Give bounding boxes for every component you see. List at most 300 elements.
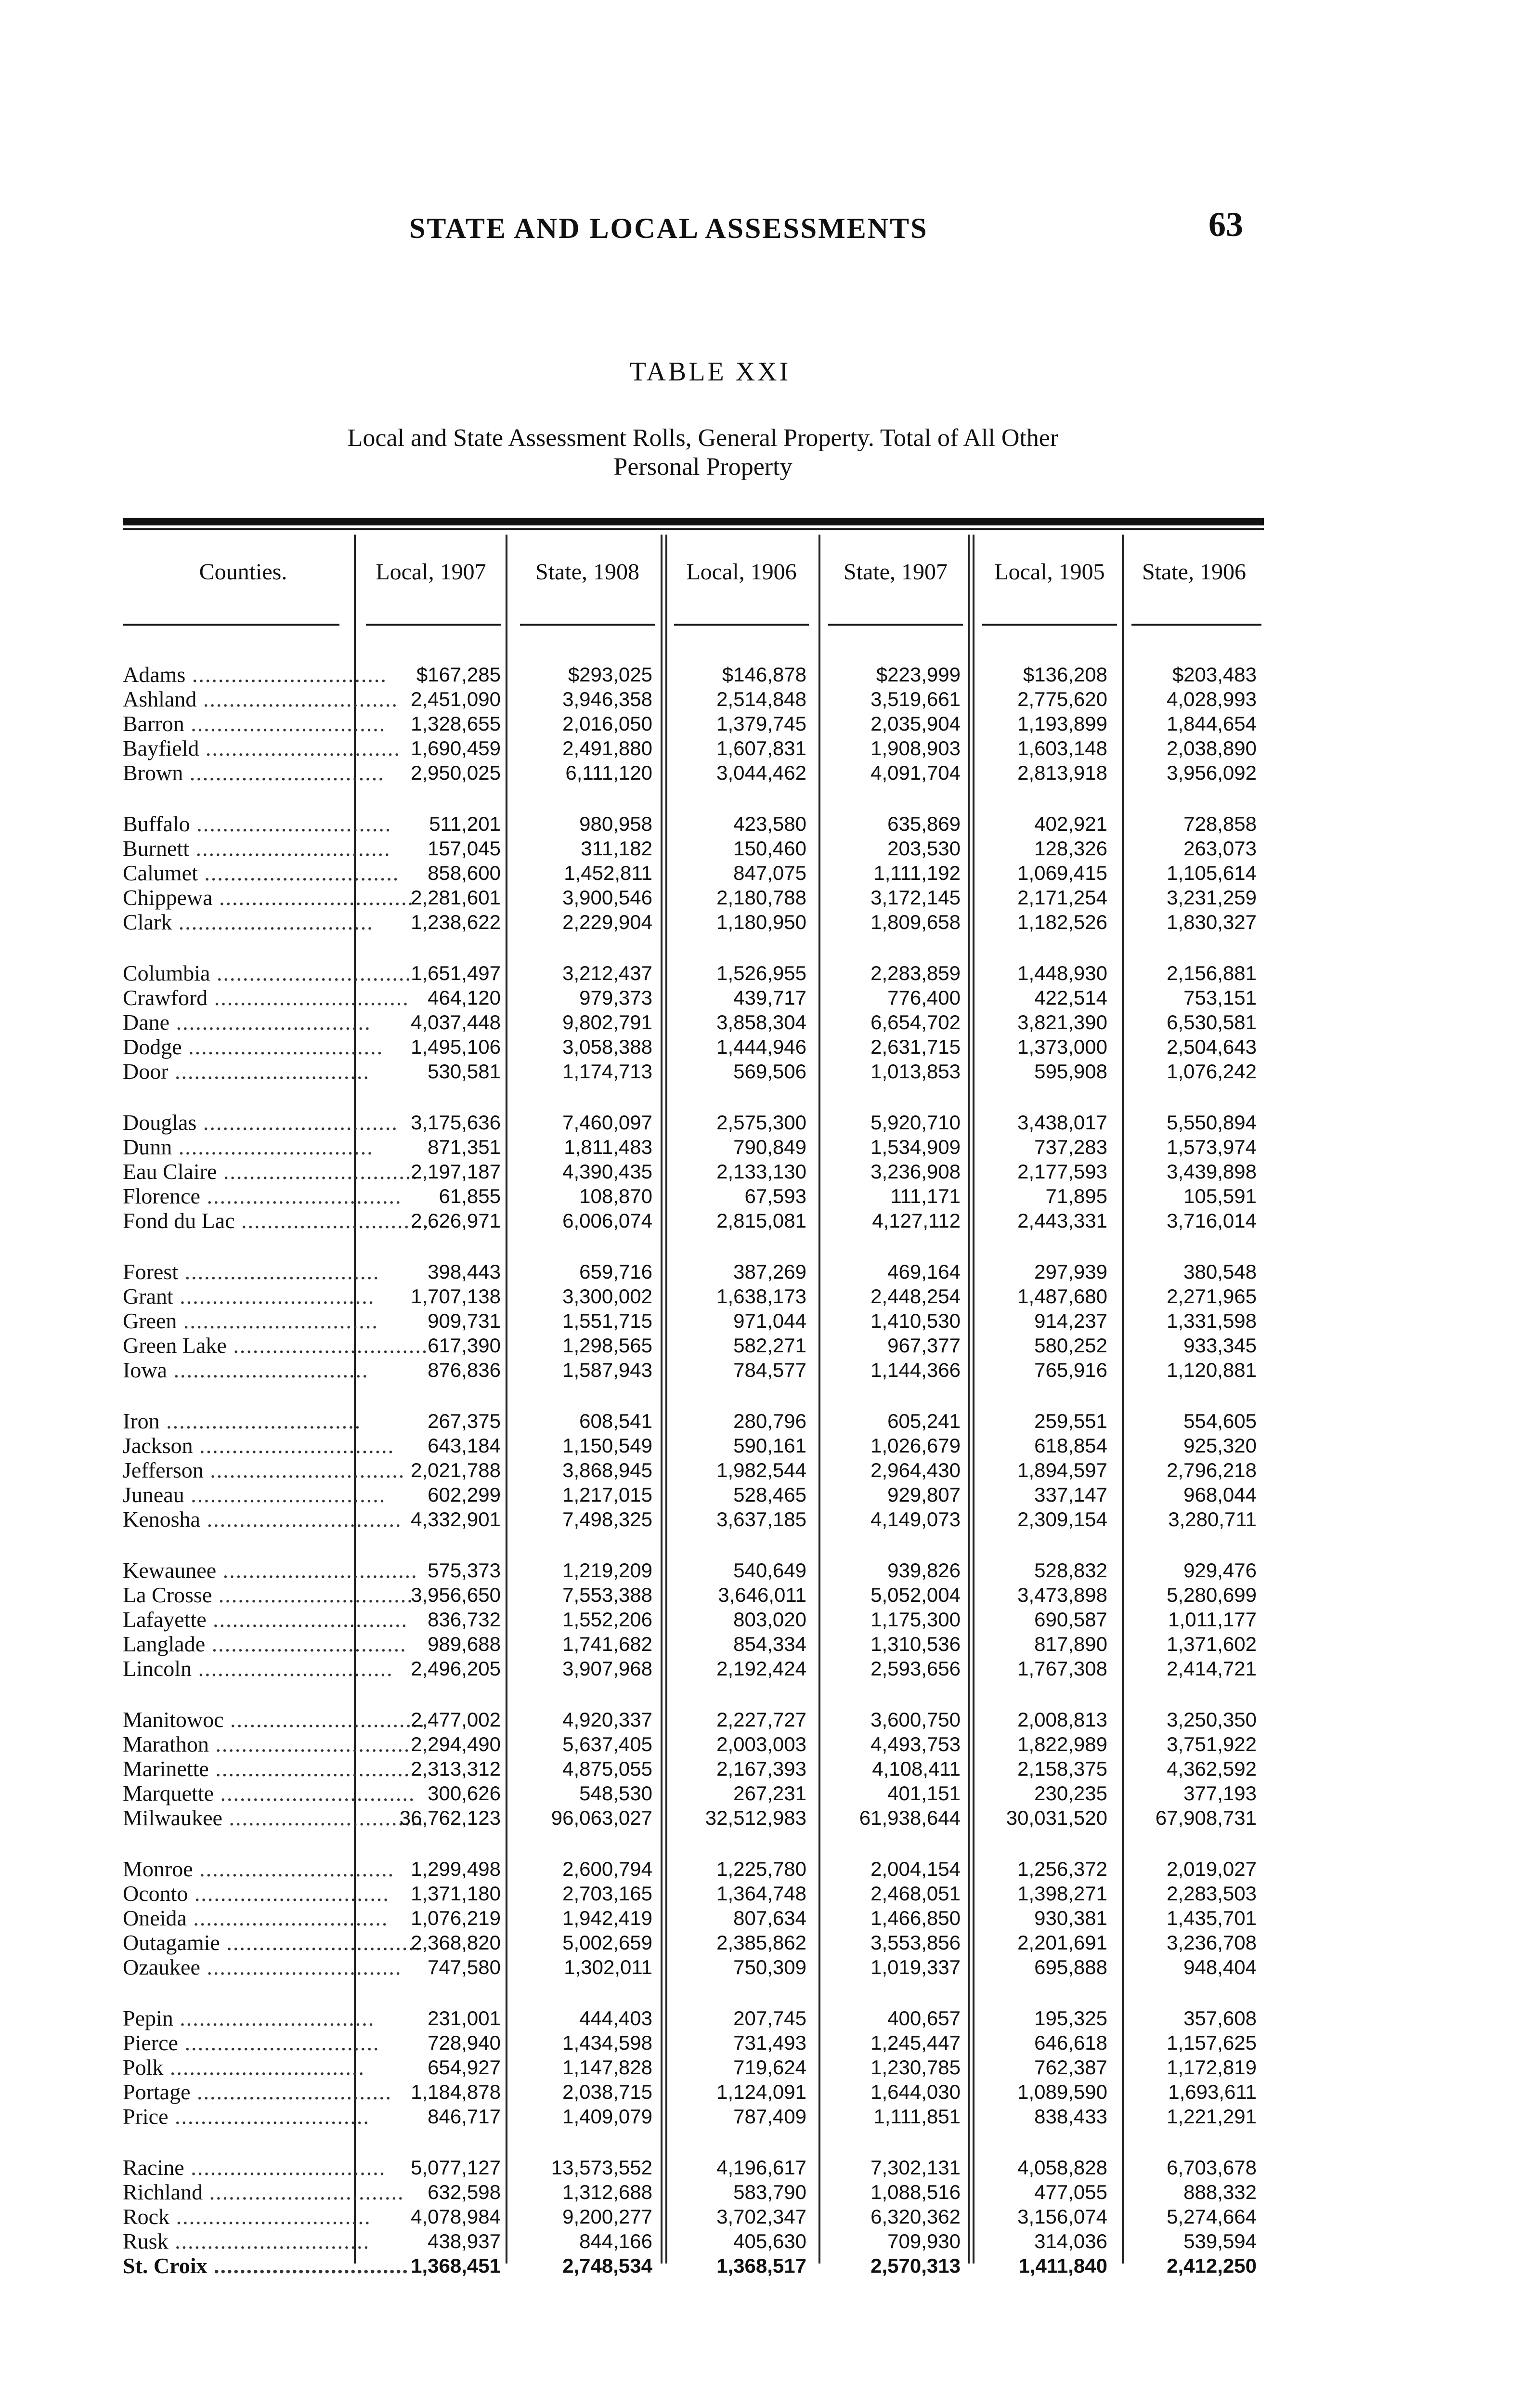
value-cell: 2,451,090 bbox=[411, 688, 501, 710]
value-cell: 4,875,055 bbox=[562, 1757, 652, 1780]
table-row bbox=[0, 1955, 1533, 1979]
value-cell: 5,280,699 bbox=[1167, 1584, 1257, 1606]
value-cell: 7,498,325 bbox=[562, 1508, 652, 1531]
value-cell: 803,020 bbox=[733, 1608, 806, 1631]
value-cell: 1,230,785 bbox=[870, 2056, 961, 2079]
county-name-cell bbox=[123, 1184, 402, 1208]
value-cell: 2,021,788 bbox=[411, 1459, 501, 1481]
value-cell: 583,790 bbox=[733, 2181, 806, 2203]
assessment-table-body bbox=[0, 662, 1533, 2304]
county-name-cell bbox=[123, 1707, 426, 1732]
value-cell: 528,832 bbox=[1034, 1559, 1107, 1582]
county-name: Oconto bbox=[123, 1881, 188, 1906]
county-name: Price bbox=[123, 2104, 169, 2129]
table-row bbox=[0, 1756, 1533, 1781]
value-cell: 844,166 bbox=[579, 2230, 652, 2252]
county-name-cell bbox=[123, 885, 415, 910]
value-cell: 1,409,079 bbox=[562, 2105, 652, 2128]
value-cell: 1,217,015 bbox=[562, 1483, 652, 1506]
leader-dots: .............................. bbox=[184, 1482, 386, 1507]
leader-dots: .............................. bbox=[167, 1358, 369, 1382]
value-cell: 1,373,000 bbox=[1017, 1035, 1107, 1058]
county-group bbox=[0, 1110, 1533, 1233]
header-underline bbox=[520, 624, 655, 626]
table-row bbox=[0, 1259, 1533, 1284]
value-cell: 4,091,704 bbox=[870, 761, 961, 784]
value-cell: 2,815,081 bbox=[716, 1209, 806, 1232]
column-header-local-1906: Local, 1906 bbox=[686, 559, 797, 585]
county-name: Pepin bbox=[123, 2006, 173, 2030]
value-cell: 1,942,419 bbox=[562, 1907, 652, 1929]
table-row bbox=[0, 910, 1533, 934]
value-cell: 1,299,498 bbox=[411, 1858, 501, 1880]
county-name-cell bbox=[123, 687, 398, 711]
county-name-cell bbox=[123, 711, 386, 736]
county-name-cell bbox=[123, 1433, 395, 1458]
leader-dots: .............................. bbox=[193, 1433, 395, 1458]
value-cell: 6,654,702 bbox=[870, 1011, 961, 1034]
county-name-cell bbox=[123, 2030, 380, 2055]
value-cell: 728,940 bbox=[428, 2031, 501, 2054]
value-cell: 1,368,517 bbox=[716, 2254, 806, 2277]
value-cell: 203,530 bbox=[887, 837, 961, 860]
value-cell: 2,368,820 bbox=[411, 1931, 501, 1954]
value-cell: 2,133,130 bbox=[716, 1160, 806, 1183]
value-cell: 2,631,715 bbox=[870, 1035, 961, 1058]
value-cell: 4,390,435 bbox=[562, 1160, 652, 1183]
value-cell: 925,320 bbox=[1183, 1434, 1257, 1457]
county-name-cell bbox=[123, 2204, 371, 2229]
value-cell: 1,410,530 bbox=[870, 1309, 961, 1332]
value-cell: 1,256,372 bbox=[1017, 1858, 1107, 1880]
value-cell: 398,443 bbox=[428, 1260, 501, 1283]
value-cell: 61,855 bbox=[439, 1185, 501, 1207]
county-name: Kenosha bbox=[123, 1507, 200, 1531]
table-row bbox=[0, 1607, 1533, 1632]
table-row bbox=[0, 2104, 1533, 2129]
value-cell: 4,362,592 bbox=[1167, 1757, 1257, 1780]
county-name: Florence bbox=[123, 1184, 200, 1208]
value-cell: 569,506 bbox=[733, 1060, 806, 1083]
value-cell: 2,491,880 bbox=[562, 737, 652, 759]
value-cell: 2,038,715 bbox=[562, 2081, 652, 2103]
value-cell: 1,182,526 bbox=[1017, 911, 1107, 933]
value-cell: 3,175,636 bbox=[411, 1111, 501, 1134]
value-cell: 719,624 bbox=[733, 2056, 806, 2079]
value-cell: 1,013,853 bbox=[870, 1060, 961, 1083]
value-cell: 846,717 bbox=[428, 2105, 501, 2128]
value-cell: 929,807 bbox=[887, 1483, 961, 1506]
value-cell: 530,581 bbox=[428, 1060, 501, 1083]
leader-dots: .............................. bbox=[190, 2080, 392, 2104]
value-cell: 263,073 bbox=[1183, 837, 1257, 860]
value-cell: 438,937 bbox=[428, 2230, 501, 2252]
value-cell: 297,939 bbox=[1034, 1260, 1107, 1283]
table-row bbox=[0, 1409, 1533, 1433]
value-cell: 1,809,658 bbox=[870, 911, 961, 933]
value-cell: 595,908 bbox=[1034, 1060, 1107, 1083]
column-header-local-1905: Local, 1905 bbox=[994, 559, 1105, 585]
value-cell: 67,593 bbox=[744, 1185, 806, 1207]
value-cell: 602,299 bbox=[428, 1483, 501, 1506]
top-rule-thick bbox=[123, 518, 1264, 525]
county-name-cell bbox=[123, 1259, 380, 1284]
county-name-cell bbox=[123, 985, 409, 1010]
value-cell: 108,870 bbox=[579, 1185, 652, 1207]
county-name-cell bbox=[123, 1159, 418, 1184]
table-row bbox=[0, 885, 1533, 910]
leader-dots: .............................. bbox=[208, 1756, 411, 1781]
value-cell: $146,878 bbox=[722, 663, 806, 686]
table-row bbox=[0, 1333, 1533, 1358]
table-row bbox=[0, 1656, 1533, 1681]
value-cell: 1,844,654 bbox=[1167, 712, 1257, 735]
value-cell: $203,483 bbox=[1172, 663, 1257, 686]
header-underline bbox=[674, 624, 809, 626]
value-cell: 1,434,598 bbox=[562, 2031, 652, 2054]
value-cell: 405,630 bbox=[733, 2230, 806, 2252]
value-cell: 5,077,127 bbox=[411, 2156, 501, 2179]
table-row bbox=[0, 1583, 1533, 1607]
table-row bbox=[0, 1208, 1533, 1233]
table-row bbox=[0, 662, 1533, 687]
county-group bbox=[0, 1409, 1533, 1531]
county-name: Lincoln bbox=[123, 1656, 192, 1681]
value-cell: 3,821,390 bbox=[1017, 1011, 1107, 1034]
value-cell: 3,868,945 bbox=[562, 1459, 652, 1481]
leader-dots: .............................. bbox=[197, 861, 400, 885]
value-cell: 4,028,993 bbox=[1167, 688, 1257, 710]
table-row bbox=[0, 736, 1533, 760]
value-cell: 690,587 bbox=[1034, 1608, 1107, 1631]
table-row bbox=[0, 2030, 1533, 2055]
county-name: Columbia bbox=[123, 961, 210, 985]
county-name-cell bbox=[123, 1110, 398, 1135]
value-cell: 1,368,451 bbox=[411, 2254, 501, 2277]
value-cell: 2,271,965 bbox=[1167, 1285, 1257, 1308]
county-name-cell bbox=[123, 1309, 378, 1333]
value-cell: 3,439,898 bbox=[1167, 1160, 1257, 1183]
value-cell: 1,105,614 bbox=[1167, 862, 1257, 884]
county-name: Langlade bbox=[123, 1632, 206, 1656]
value-cell: 580,252 bbox=[1034, 1334, 1107, 1357]
value-cell: 4,127,112 bbox=[872, 1209, 961, 1232]
leader-dots: .............................. bbox=[234, 1208, 437, 1233]
value-cell: 1,180,950 bbox=[716, 911, 806, 933]
county-name: St. Croix bbox=[123, 2253, 208, 2278]
value-cell: 5,002,659 bbox=[562, 1931, 652, 1954]
value-cell: 1,364,748 bbox=[716, 1882, 806, 1905]
county-name-cell bbox=[123, 1482, 386, 1507]
value-cell: 3,600,750 bbox=[870, 1708, 961, 1731]
value-cell: 2,412,250 bbox=[1167, 2254, 1257, 2277]
value-cell: 608,541 bbox=[579, 1410, 652, 1432]
county-name: Kewaunee bbox=[123, 1558, 217, 1583]
value-cell: 2,158,375 bbox=[1017, 1757, 1107, 1780]
value-cell: 2,414,721 bbox=[1167, 1657, 1257, 1680]
value-cell: 401,151 bbox=[887, 1782, 961, 1805]
value-cell: 2,180,788 bbox=[716, 886, 806, 909]
value-cell: 1,144,366 bbox=[870, 1359, 961, 1381]
value-cell: 3,716,014 bbox=[1167, 1209, 1257, 1232]
county-name: Rusk bbox=[123, 2229, 169, 2253]
value-cell: 2,167,393 bbox=[716, 1757, 806, 1780]
leader-dots: .............................. bbox=[200, 1184, 402, 1208]
county-name: Iron bbox=[123, 1409, 160, 1433]
value-cell: 548,530 bbox=[579, 1782, 652, 1805]
value-cell: 464,120 bbox=[428, 986, 501, 1009]
county-group bbox=[0, 2006, 1533, 2129]
value-cell: 3,058,388 bbox=[562, 1035, 652, 1058]
value-cell: 2,313,312 bbox=[411, 1757, 501, 1780]
value-cell: 1,693,611 bbox=[1168, 2081, 1257, 2103]
leader-dots: .............................. bbox=[196, 687, 398, 711]
value-cell: 605,241 bbox=[887, 1410, 961, 1432]
county-name: Bayfield bbox=[123, 736, 199, 760]
value-cell: 231,001 bbox=[428, 2007, 501, 2029]
leader-dots: .............................. bbox=[212, 885, 415, 910]
county-name-cell bbox=[123, 2180, 404, 2204]
value-cell: 1,019,337 bbox=[870, 1956, 961, 1978]
county-name-cell bbox=[123, 736, 401, 760]
value-cell: 888,332 bbox=[1183, 2181, 1257, 2203]
value-cell: 1,822,989 bbox=[1017, 1733, 1107, 1755]
leader-dots: .............................. bbox=[168, 2229, 370, 2253]
county-name-cell bbox=[123, 662, 387, 687]
county-name-cell bbox=[123, 1333, 429, 1358]
county-name-cell bbox=[123, 1034, 384, 1059]
value-cell: 3,946,358 bbox=[562, 688, 652, 710]
county-name: Lafayette bbox=[123, 1607, 207, 1632]
value-cell: 635,869 bbox=[887, 812, 961, 835]
county-name-cell bbox=[123, 1507, 402, 1531]
table-row bbox=[0, 711, 1533, 736]
value-cell: 948,404 bbox=[1183, 1956, 1257, 1978]
county-name: Jackson bbox=[123, 1433, 193, 1458]
value-cell: 765,916 bbox=[1034, 1359, 1107, 1381]
value-cell: 13,573,552 bbox=[551, 2156, 652, 2179]
county-name-cell bbox=[123, 1806, 424, 1830]
value-cell: 3,250,350 bbox=[1167, 1708, 1257, 1731]
leader-dots: .............................. bbox=[223, 1707, 426, 1732]
county-name-cell bbox=[123, 2104, 370, 2129]
value-cell: 737,283 bbox=[1034, 1136, 1107, 1158]
value-cell: 2,229,904 bbox=[562, 911, 652, 933]
leader-dots: .............................. bbox=[173, 2006, 375, 2030]
value-cell: 30,031,520 bbox=[1006, 1806, 1107, 1829]
leader-dots: .............................. bbox=[217, 1159, 418, 1184]
value-cell: 2,443,331 bbox=[1017, 1209, 1107, 1232]
county-name-cell bbox=[123, 1857, 395, 1881]
value-cell: 3,751,922 bbox=[1167, 1733, 1257, 1755]
leader-dots: .............................. bbox=[184, 2155, 386, 2180]
value-cell: 618,854 bbox=[1034, 1434, 1107, 1457]
value-cell: 105,591 bbox=[1183, 1185, 1257, 1207]
leader-dots: .............................. bbox=[182, 1034, 384, 1059]
value-cell: 4,058,828 bbox=[1017, 2156, 1107, 2179]
leader-dots: .............................. bbox=[159, 1409, 362, 1433]
value-cell: 1,982,544 bbox=[716, 1459, 806, 1481]
value-cell: 2,468,051 bbox=[870, 1882, 961, 1905]
value-cell: 9,200,277 bbox=[562, 2205, 652, 2228]
value-cell: 2,281,601 bbox=[411, 886, 501, 909]
value-cell: 1,908,903 bbox=[870, 737, 961, 759]
value-cell: 1,172,819 bbox=[1167, 2056, 1257, 2079]
value-cell: 5,550,894 bbox=[1167, 1111, 1257, 1134]
value-cell: 1,452,811 bbox=[564, 862, 652, 884]
value-cell: 1,435,701 bbox=[1167, 1907, 1257, 1929]
value-cell: 2,570,313 bbox=[870, 2254, 961, 2277]
value-cell: 654,927 bbox=[428, 2056, 501, 2079]
value-cell: 357,608 bbox=[1183, 2007, 1257, 2029]
table-row bbox=[0, 2155, 1533, 2180]
value-cell: 1,089,590 bbox=[1017, 2081, 1107, 2103]
county-name-cell bbox=[123, 2055, 364, 2080]
county-name-cell bbox=[123, 861, 400, 885]
column-header-counties: Counties. bbox=[199, 559, 287, 585]
value-cell: 617,390 bbox=[428, 1334, 501, 1357]
value-cell: 750,309 bbox=[733, 1956, 806, 1978]
county-name-cell bbox=[123, 1583, 414, 1607]
value-cell: 1,238,622 bbox=[411, 911, 501, 933]
county-name-cell bbox=[123, 1409, 364, 1433]
value-cell: 540,649 bbox=[733, 1559, 806, 1582]
county-group bbox=[0, 2155, 1533, 2278]
county-name-cell bbox=[123, 2229, 370, 2253]
value-cell: 314,036 bbox=[1034, 2230, 1107, 2252]
value-cell: 3,473,898 bbox=[1017, 1584, 1107, 1606]
value-cell: 387,269 bbox=[733, 1260, 806, 1283]
value-cell: 4,037,448 bbox=[411, 1011, 501, 1034]
value-cell: 2,004,154 bbox=[870, 1858, 961, 1880]
leader-dots: .............................. bbox=[200, 1507, 402, 1531]
value-cell: 7,302,131 bbox=[870, 2156, 961, 2179]
table-row bbox=[0, 1930, 1533, 1955]
county-name-cell bbox=[123, 1732, 411, 1756]
county-name-cell bbox=[123, 1632, 407, 1656]
value-cell: 939,826 bbox=[887, 1559, 961, 1582]
table-row bbox=[0, 2006, 1533, 2030]
value-cell: 1,298,565 bbox=[562, 1334, 652, 1357]
value-cell: 2,197,187 bbox=[411, 1160, 501, 1183]
column-header-local-1907: Local, 1907 bbox=[376, 559, 486, 585]
column-header-state-1907: State, 1907 bbox=[844, 559, 948, 585]
table-row bbox=[0, 1806, 1533, 1830]
county-name-cell bbox=[123, 961, 412, 985]
county-name: Marinette bbox=[123, 1756, 209, 1781]
value-cell: 1,069,415 bbox=[1017, 862, 1107, 884]
leader-dots: .............................. bbox=[200, 1955, 402, 1979]
value-cell: 1,690,459 bbox=[411, 737, 501, 759]
leader-dots: .............................. bbox=[178, 1259, 380, 1284]
county-name: Pierce bbox=[123, 2030, 178, 2055]
column-header-state-1906: State, 1906 bbox=[1142, 559, 1246, 585]
value-cell: 3,438,017 bbox=[1017, 1111, 1107, 1134]
value-cell: 4,920,337 bbox=[562, 1708, 652, 1731]
value-cell: 1,638,173 bbox=[716, 1285, 806, 1308]
table-row bbox=[0, 760, 1533, 785]
value-cell: 1,371,180 bbox=[411, 1882, 501, 1905]
header-underline bbox=[123, 624, 339, 626]
county-name: Portage bbox=[123, 2080, 191, 2104]
header-underline bbox=[1131, 624, 1261, 626]
value-cell: 2,748,534 bbox=[562, 2254, 652, 2277]
value-cell: 2,177,593 bbox=[1017, 1160, 1107, 1183]
value-cell: 933,345 bbox=[1183, 1334, 1257, 1357]
leader-dots: .............................. bbox=[184, 711, 386, 736]
county-name: Burnett bbox=[123, 836, 189, 861]
value-cell: 2,496,205 bbox=[411, 1657, 501, 1680]
value-cell: 1,184,878 bbox=[411, 2081, 501, 2103]
value-cell: 1,411,840 bbox=[1018, 2254, 1107, 2277]
county-name: Dunn bbox=[123, 1135, 172, 1159]
value-cell: 2,038,890 bbox=[1167, 737, 1257, 759]
value-cell: 36,762,123 bbox=[399, 1806, 501, 1829]
value-cell: 1,379,745 bbox=[716, 712, 806, 735]
value-cell: 836,732 bbox=[428, 1608, 501, 1631]
county-name: Richland bbox=[123, 2180, 203, 2204]
value-cell: 3,702,347 bbox=[716, 2205, 806, 2228]
value-cell: $223,999 bbox=[876, 663, 961, 686]
value-cell: 2,003,003 bbox=[716, 1733, 806, 1755]
value-cell: 267,231 bbox=[733, 1782, 806, 1805]
value-cell: 259,551 bbox=[1034, 1410, 1107, 1432]
value-cell: 2,626,971 bbox=[411, 1209, 501, 1232]
value-cell: 337,147 bbox=[1034, 1483, 1107, 1506]
value-cell: 2,283,859 bbox=[870, 962, 961, 984]
value-cell: 695,888 bbox=[1034, 1956, 1107, 1978]
value-cell: 971,044 bbox=[733, 1309, 806, 1332]
leader-dots: .............................. bbox=[172, 910, 374, 934]
value-cell: 5,052,004 bbox=[870, 1584, 961, 1606]
value-cell: 469,164 bbox=[887, 1260, 961, 1283]
value-cell: 1,147,828 bbox=[562, 2056, 652, 2079]
value-cell: 402,921 bbox=[1034, 812, 1107, 835]
value-cell: 1,444,946 bbox=[716, 1035, 806, 1058]
value-cell: 423,580 bbox=[733, 812, 806, 835]
table-row bbox=[0, 1857, 1533, 1881]
value-cell: 582,271 bbox=[733, 1334, 806, 1357]
value-cell: 876,836 bbox=[428, 1359, 501, 1381]
value-cell: 2,283,503 bbox=[1167, 1882, 1257, 1905]
leader-dots: .............................. bbox=[163, 2055, 365, 2080]
county-name: Calumet bbox=[123, 861, 198, 885]
leader-dots: .............................. bbox=[192, 1656, 393, 1681]
county-name: Chippewa bbox=[123, 885, 213, 910]
county-name-cell bbox=[123, 910, 374, 934]
county-name: Jefferson bbox=[123, 1458, 204, 1482]
value-cell: 1,245,447 bbox=[870, 2031, 961, 2054]
value-cell: 2,477,002 bbox=[411, 1708, 501, 1731]
value-cell: 2,294,490 bbox=[411, 1733, 501, 1755]
value-cell: 380,548 bbox=[1183, 1260, 1257, 1283]
value-cell: 1,551,715 bbox=[562, 1309, 652, 1332]
value-cell: 1,174,713 bbox=[562, 1060, 652, 1083]
value-cell: 280,796 bbox=[733, 1410, 806, 1432]
county-name: Marquette bbox=[123, 1781, 214, 1806]
county-name: Adams bbox=[123, 662, 186, 687]
county-name: Grant bbox=[123, 1284, 173, 1309]
value-cell: 2,950,025 bbox=[411, 761, 501, 784]
value-cell: 2,309,154 bbox=[1017, 1508, 1107, 1531]
county-name: Polk bbox=[123, 2055, 164, 2080]
value-cell: 439,717 bbox=[733, 986, 806, 1009]
value-cell: 1,707,138 bbox=[411, 1285, 501, 1308]
value-cell: 3,156,074 bbox=[1017, 2205, 1107, 2228]
value-cell: 67,908,731 bbox=[1155, 1806, 1257, 1829]
value-cell: 731,493 bbox=[733, 2031, 806, 2054]
county-name: Juneau bbox=[123, 1482, 184, 1507]
